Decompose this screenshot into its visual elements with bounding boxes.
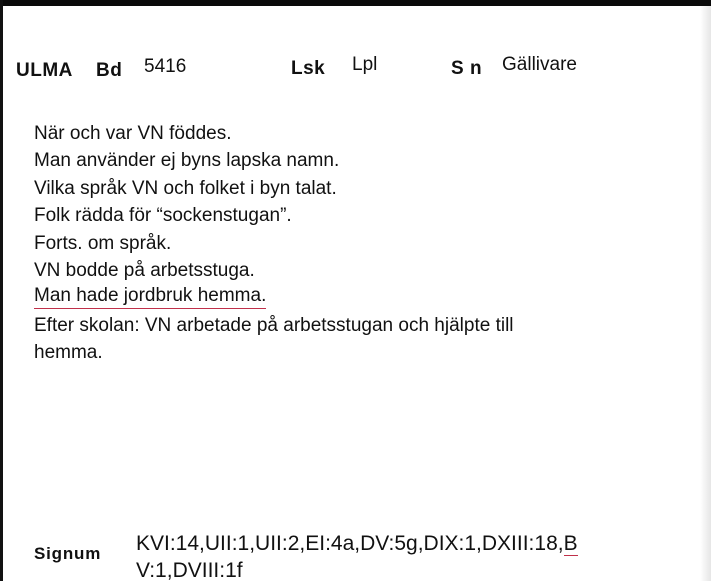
signum-line-1 <box>136 530 711 557</box>
ulma-label: ULMA <box>16 60 73 81</box>
note-line: När och var VN föddes. <box>34 123 232 144</box>
sn-label: S n <box>451 58 483 79</box>
lsk-value: Lpl <box>352 54 378 75</box>
note-line: Folk rädda för “sockenstugan”. <box>34 205 292 227</box>
signum-line-1-main: KVI:14,UII:1,UII:2,EI:4a,DV:5g,DIX:1,DXIII:18, <box>136 532 564 555</box>
left-border <box>0 0 3 581</box>
index-card <box>4 6 701 581</box>
right-edge-shadow <box>700 6 711 581</box>
signum-line-1-end: B <box>563 532 578 555</box>
note-line: hemma. <box>34 342 103 364</box>
note-line-wrapper <box>34 284 684 311</box>
note-line: Forts. om språk. <box>34 232 172 254</box>
note-line: VN bodde på arbetsstuga. <box>34 260 255 282</box>
bd-value: 5416 <box>144 56 187 77</box>
note-line: Man använder ej byns lapska namn. <box>34 150 340 172</box>
lsk-label: Lsk <box>291 58 326 79</box>
note-line: Vilka språk VN och folket i byn talat. <box>34 177 337 199</box>
notes-list <box>34 120 684 367</box>
bd-label: Bd <box>96 60 123 81</box>
note-line: Efter skolan: VN arbetade på arbetsstugan och hjälpte till <box>34 314 514 336</box>
signum-value <box>136 530 711 584</box>
signum-label: Signum <box>34 544 102 563</box>
card-header <box>16 54 696 84</box>
note-line-underlined: Man hade jordbruk hemma. <box>34 284 266 309</box>
signum-line-2: V:1,DVIII:1f <box>136 559 243 582</box>
sn-value: Gällivare <box>502 54 577 75</box>
